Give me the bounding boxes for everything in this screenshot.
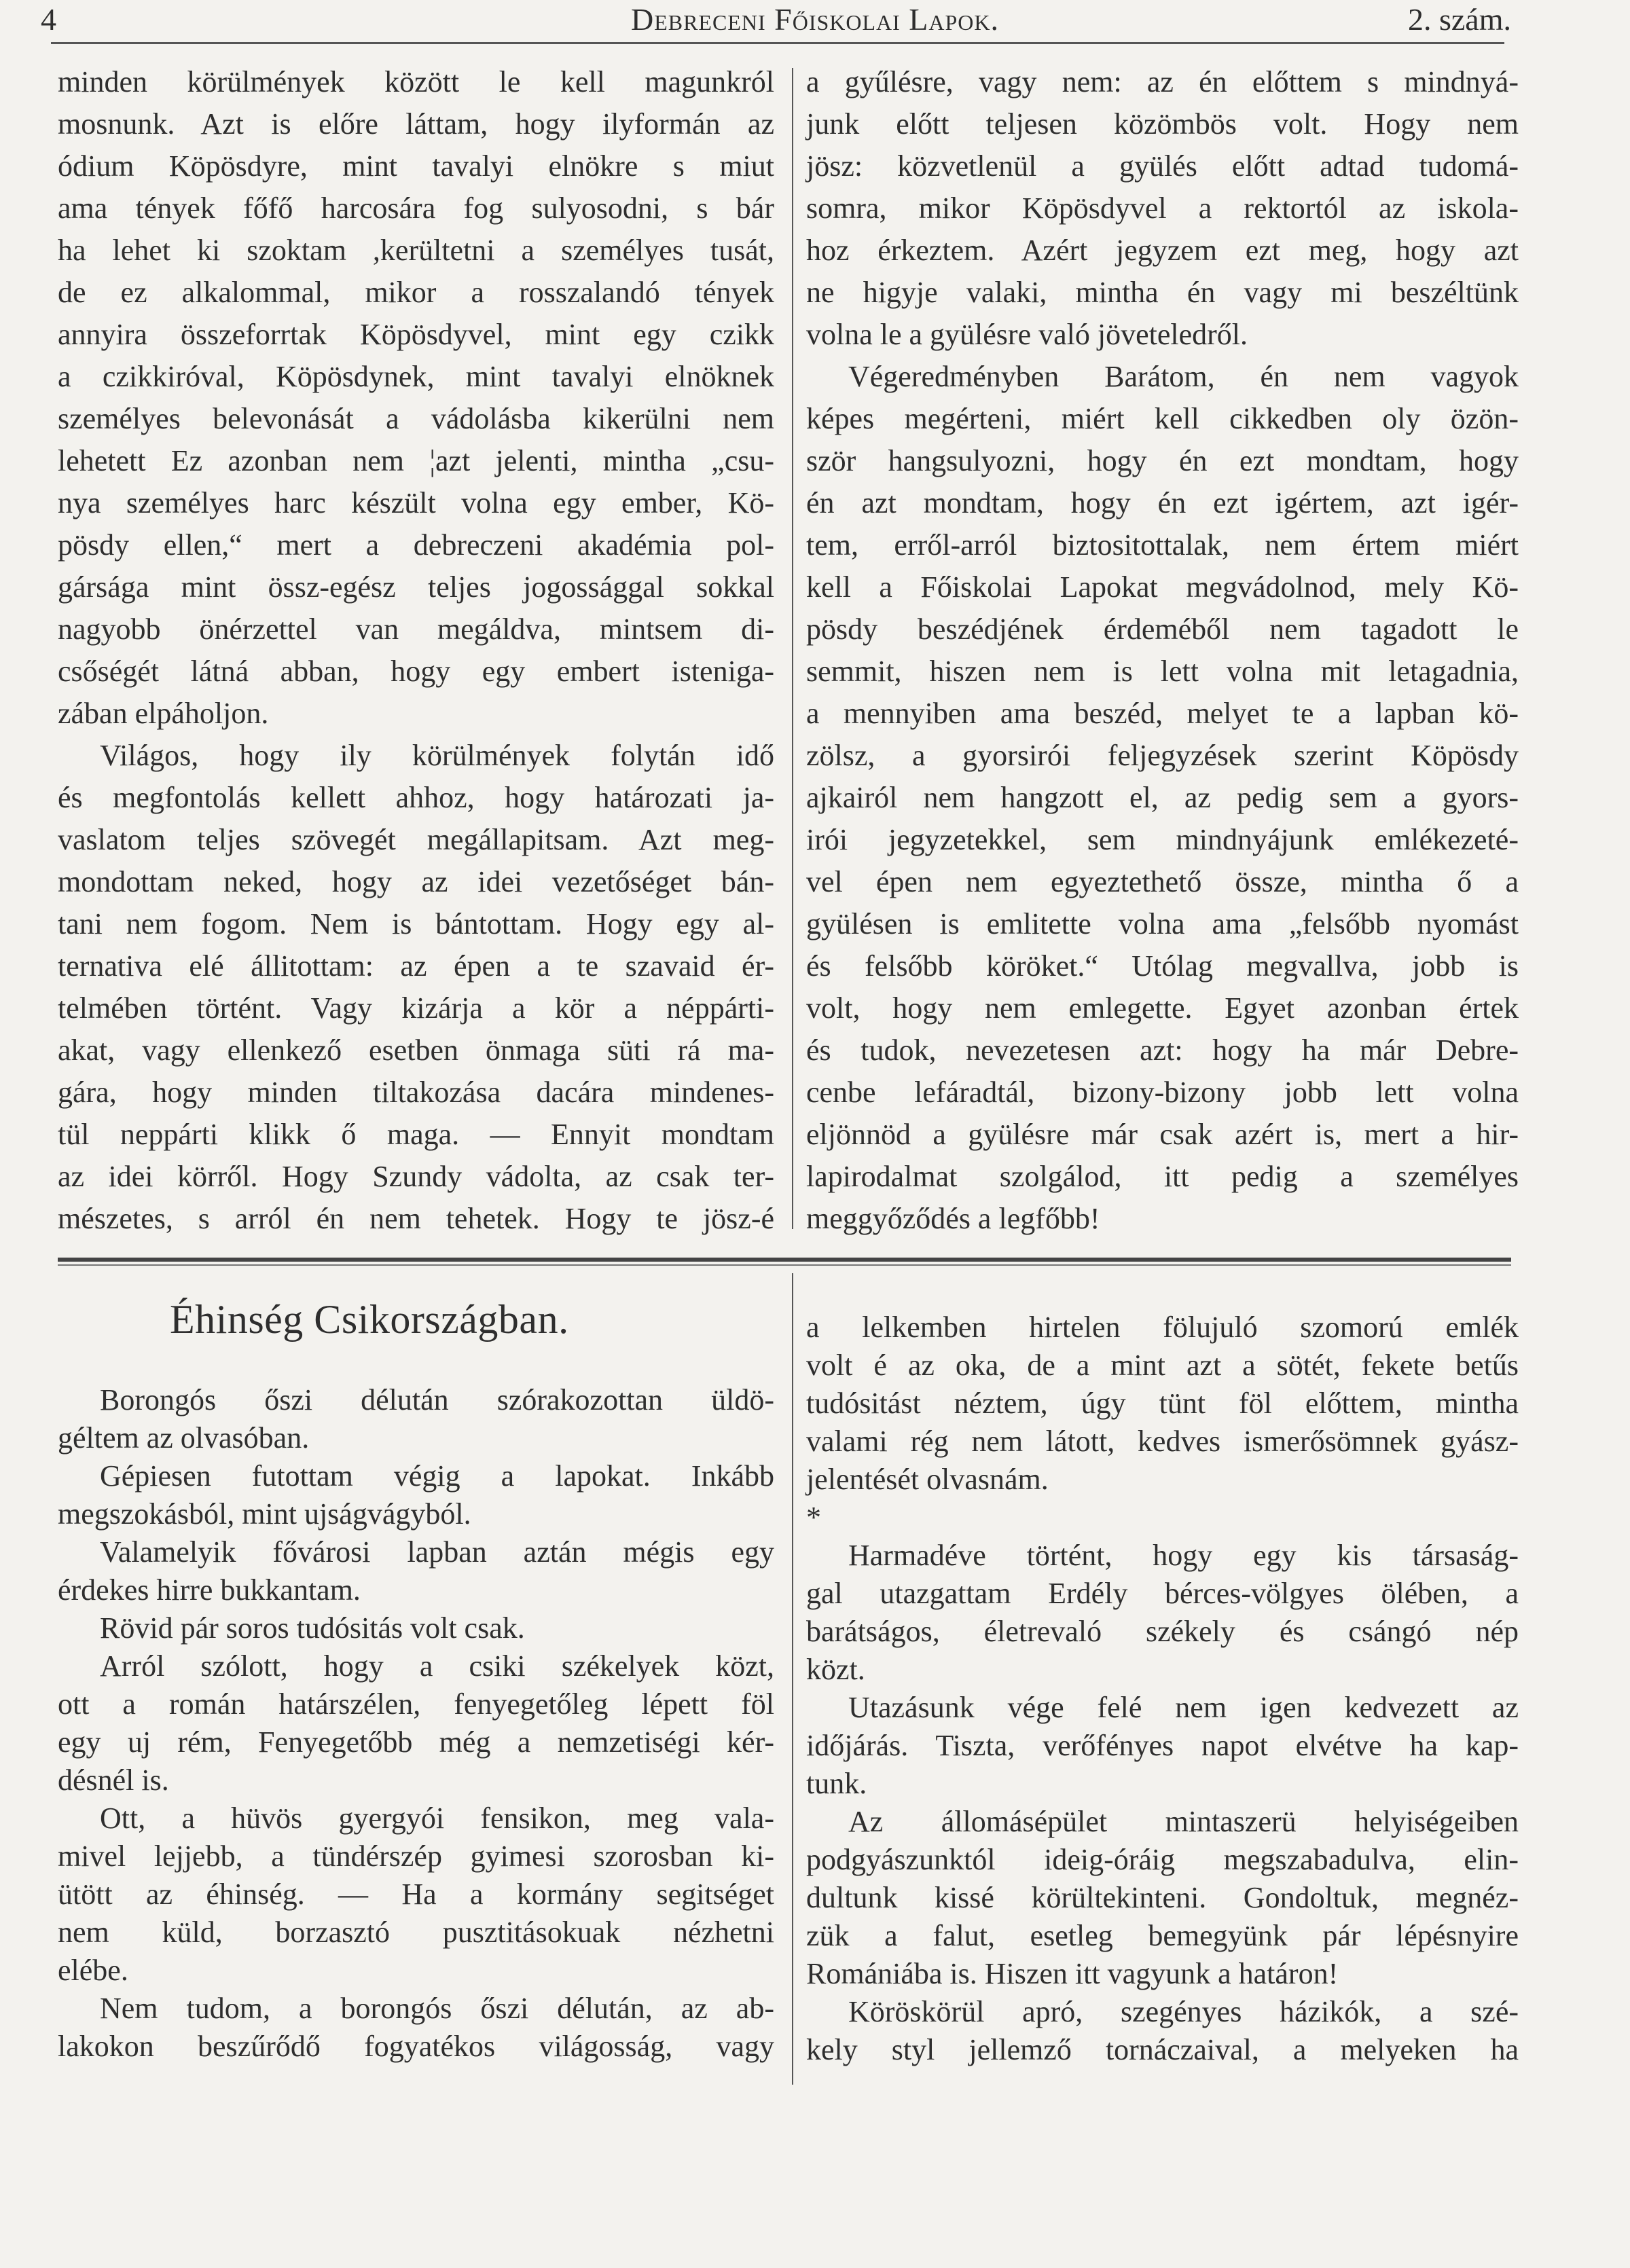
text-line: gársága mint össz-egész teljes jogossággal sokkal — [58, 570, 774, 604]
text-line: telmében történt. Vagy kizárja a kör a néppárti- — [58, 991, 774, 1025]
text-line: Az állomásépület mintaszerü helyiségeiben — [848, 1805, 1519, 1838]
paragraph — [58, 735, 774, 1240]
paragraph — [58, 1647, 774, 1799]
text-line: désnél is. — [58, 1763, 169, 1797]
text-line: tunk. — [806, 1767, 867, 1800]
column-article-left — [58, 1381, 774, 2066]
section-break-asterisk — [806, 1499, 1519, 1537]
text-line: Köröskörül apró, szegényes házikók, a szé- — [848, 1995, 1519, 2028]
text-line: Utazásunk vége felé nem igen kedvezett az — [848, 1691, 1519, 1724]
text-line: ször hangsulyozni, hogy én ezt mondtam, hogy — [806, 444, 1519, 477]
paragraph — [58, 1533, 774, 1609]
text-line: Világos, hogy ily körülmények folytán idő — [100, 739, 774, 772]
text-line: ajkairól nem hangzott el, az pedig sem a gyors- — [806, 781, 1519, 814]
text-line: tem, erről-arról biztositottalak, nem értem miért — [806, 528, 1519, 562]
text-line: Rövid pár soros tudósitás volt csak. — [100, 1611, 525, 1645]
text-line: zölsz, a gyorsirói feljegyzések szerint Köpösdy — [806, 739, 1519, 772]
text-line: elébe. — [58, 1954, 128, 1987]
text-line: személyes belevonását a vádolásba kikerülni nem — [58, 402, 774, 435]
text-line: egy uj rém, Fenyegetőbb még a nemzetiségi kér- — [58, 1725, 774, 1759]
text-line: valami rég nem látott, kedves ismerősömnek gyász- — [806, 1425, 1519, 1458]
text-line: vaslatom teljes szövegét megállapitsam. Azt meg- — [58, 823, 774, 856]
text-line: ütött az éhinség. — Ha a kormány segitséget — [58, 1878, 774, 1911]
text-line: barátságos, életrevaló székely és csángó nép — [806, 1615, 1519, 1648]
paragraph — [806, 1537, 1519, 1689]
text-line: jelentését olvasnám. — [806, 1463, 1049, 1496]
text-line: volt é az oka, de a mint azt a sötét, fekete betűs — [806, 1349, 1519, 1382]
paragraph — [58, 1990, 774, 2066]
text-line: * — [806, 1501, 821, 1534]
text-line: jösz: közvetlenül a gyülés előtt adtad tudomá- — [806, 149, 1519, 183]
text-line: pösdy beszédjének érdeméből nem tagadott le — [806, 612, 1519, 646]
text-line: Borongós őszi délután szórakozottan üldö- — [100, 1383, 774, 1416]
paragraph — [806, 1689, 1519, 1803]
text-line: a mennyiben ama beszéd, melyet te a lapban kö- — [806, 697, 1519, 730]
text-line: Romániába is. Hiszen itt vagyunk a határon! — [806, 1957, 1339, 1990]
text-line: és megfontolás kellett ahhoz, hogy határozati ja- — [58, 781, 774, 814]
text-line: Gépiesen futottam végig a lapokat. Inkább — [100, 1459, 774, 1493]
text-line: nagyobb önérzettel van megáldva, mintsem di- — [58, 612, 774, 646]
text-line: zában elpáholjon. — [58, 697, 269, 730]
text-line: ne higyje valaki, mintha én vagy mi beszéltünk — [806, 276, 1519, 309]
text-line: tani nem fogom. Nem is bántottam. Hogy egy al- — [58, 907, 774, 940]
text-line: junk előtt teljesen közömbös volt. Hogy nem — [806, 107, 1519, 141]
section-separator-thin — [58, 1264, 1511, 1266]
text-line: semmit, hiszen nem is lett volna mit letagadnia, — [806, 655, 1519, 688]
text-line: volt, hogy nem emlegette. Egyet azonban értek — [806, 991, 1519, 1025]
page-number: 4 — [41, 2, 56, 37]
text-line: podgyászunktól ideig-óráig megszabadulva, elin- — [806, 1843, 1519, 1876]
text-line: zük a falut, esetleg bemegyünk pár lépésnyire — [806, 1919, 1519, 1952]
text-line: ha lehet ki szoktam ,kerültetni a személyes tusát, — [58, 234, 774, 267]
column-divider-bottom — [792, 1273, 793, 2085]
paragraph — [58, 1457, 774, 1533]
section-separator — [58, 1258, 1511, 1262]
text-line: mivel lejjebb, a tündérszép gyimesi szorosban ki- — [58, 1840, 774, 1873]
column-divider-top — [792, 68, 793, 1229]
paragraph — [806, 1993, 1519, 2069]
text-line: lehetett Ez azonban nem ¦azt jelenti, mintha „csu- — [58, 444, 774, 477]
text-line: minden körülmények között le kell magunkról — [58, 65, 774, 98]
paragraph — [58, 1799, 774, 1990]
text-line: ama tények főfő harcosára fog sulyosodni, s bár — [58, 191, 774, 225]
text-line: az idei körről. Hogy Szundy vádolta, az csak ter- — [58, 1160, 774, 1193]
paragraph — [806, 61, 1519, 356]
text-line: érdekes hirre bukkantam. — [58, 1573, 361, 1607]
text-line: a czikkiróval, Köpösdynek, mint tavalyi elnöknek — [58, 360, 774, 393]
text-line: irói jegyzetekkel, sem mindnyájunk emlékezeté- — [806, 823, 1519, 856]
text-line: és felsőbb köröket.“ Utólag megvallva, jobb is — [806, 949, 1519, 983]
text-line: tudósitást néztem, úgy tünt föl előttem, mintha — [806, 1387, 1519, 1420]
text-line: és tudok, nevezetesen azt: hogy ha már Debre- — [806, 1034, 1519, 1067]
paragraph — [58, 61, 774, 735]
text-line: mészetes, s arról én nem tehetek. Hogy te jösz-é — [58, 1202, 774, 1235]
text-line: gyülésen is emlitette volna ama „felsőbb nyomást — [806, 907, 1519, 940]
paragraph — [806, 356, 1519, 1240]
column-article-right — [806, 1309, 1519, 2069]
text-line: somra, mikor Köpösdyvel a rektortól az iskola- — [806, 191, 1519, 225]
text-line: képes megérteni, miért kell cikkedben oly özön- — [806, 402, 1519, 435]
paragraph — [58, 1609, 774, 1647]
text-line: én azt mondtam, hogy én ezt igértem, azt igér- — [806, 486, 1519, 519]
text-line: kely styl jellemző tornáczaival, a melyeken ha — [806, 2033, 1519, 2066]
text-line: tül neppárti klikk ő maga. — Ennyit mondtam — [58, 1118, 774, 1151]
text-line: csőségét látná abban, hogy egy embert isteniga- — [58, 655, 774, 688]
text-line: ott a román határszélen, fenyegetőleg lépett föl — [58, 1687, 774, 1721]
text-line: Valamelyik fővárosi lapban aztán mégis egy — [100, 1535, 774, 1569]
article-title: Éhinség Csikországban. — [170, 1297, 569, 1342]
text-line: hoz érkeztem. Azért jegyzem ezt meg, hogy azt — [806, 234, 1519, 267]
text-line: volna le a gyülésre való jöveteledről. — [806, 318, 1248, 351]
text-line: Harmadéve történt, hogy egy kis társaság- — [848, 1539, 1519, 1572]
text-line: dultunk kissé körültekinteni. Gondoltuk, megnéz- — [806, 1881, 1519, 1914]
text-line: gal utazgattam Erdély bérces-völgyes ölében, a — [806, 1577, 1519, 1610]
text-line: lakokon beszűrődő fogyatékos világosság, vagy — [58, 2030, 774, 2063]
text-line: nya személyes harc készült volna egy ember, Kö- — [58, 486, 774, 519]
text-line: ternativa elé állitottam: az épen a te szavaid ér- — [58, 949, 774, 983]
text-line: gára, hogy minden tiltakozása dacára mindenes- — [58, 1076, 774, 1109]
text-line: Végeredményben Barátom, én nem vagyok — [848, 360, 1519, 393]
paragraph — [806, 1803, 1519, 1993]
text-line: mondottam neked, hogy az idei vezetőséget bán- — [58, 865, 774, 898]
text-line: lapirodalmat szolgálod, itt pedig a személyes — [806, 1160, 1519, 1193]
header-rule — [51, 42, 1504, 44]
text-line: mosnunk. Azt is előre láttam, hogy ilyformán az — [58, 107, 774, 141]
paragraph — [806, 1309, 1519, 1499]
text-line: annyira összeforrtak Köpösdyvel, mint egy czikk — [58, 318, 774, 351]
text-line: időjárás. Tiszta, verőfényes napot elvétve ha kap- — [806, 1729, 1519, 1762]
text-line: a lelkemben hirtelen fölujuló szomorú emlék — [806, 1311, 1519, 1344]
text-line: közt. — [806, 1653, 865, 1686]
text-line: eljönnöd a gyülésre már csak azért is, mert a hir- — [806, 1118, 1519, 1151]
text-line: a gyűlésre, vagy nem: az én előttem s mindnyá- — [806, 65, 1519, 98]
text-line: Arról szólott, hogy a csiki székelyek közt, — [100, 1649, 774, 1683]
issue-number: 2. szám. — [1407, 2, 1511, 37]
text-line: megszokásból, mint ujságvágyból. — [58, 1497, 471, 1531]
text-line: vel épen nem egyeztethető össze, mintha ő a — [806, 865, 1519, 898]
text-line: ódium Köpösdyre, mint tavalyi elnökre s miut — [58, 149, 774, 183]
text-line: akat, vagy ellenkező esetben önmaga süti rá ma- — [58, 1034, 774, 1067]
text-line: de ez alkalommal, mikor a rosszalandó tények — [58, 276, 774, 309]
text-line: pösdy ellen,“ mert a debreczeni akadémia pol- — [58, 528, 774, 562]
text-line: Ott, a hüvös gyergyói fensikon, meg vala- — [100, 1801, 774, 1835]
running-header-title: Debreceni Főiskolai Lapok. — [630, 2, 1000, 37]
text-line: Nem tudom, a borongós őszi délután, az ab- — [100, 1992, 774, 2025]
text-line: géltem az olvasóban. — [58, 1421, 310, 1455]
text-line: nem küld, borzasztó pusztitásokuak nézhetni — [58, 1916, 774, 1949]
paragraph — [58, 1381, 774, 1457]
column-top-right — [806, 61, 1519, 1240]
text-line: cenbe lefáradtál, bizony-bizony jobb lett volna — [806, 1076, 1519, 1109]
text-line: kell a Főiskolai Lapokat megvádolnod, mely Kö- — [806, 570, 1519, 604]
text-line: meggyőződés a legfőbb! — [806, 1202, 1100, 1235]
column-top-left — [58, 61, 774, 1240]
